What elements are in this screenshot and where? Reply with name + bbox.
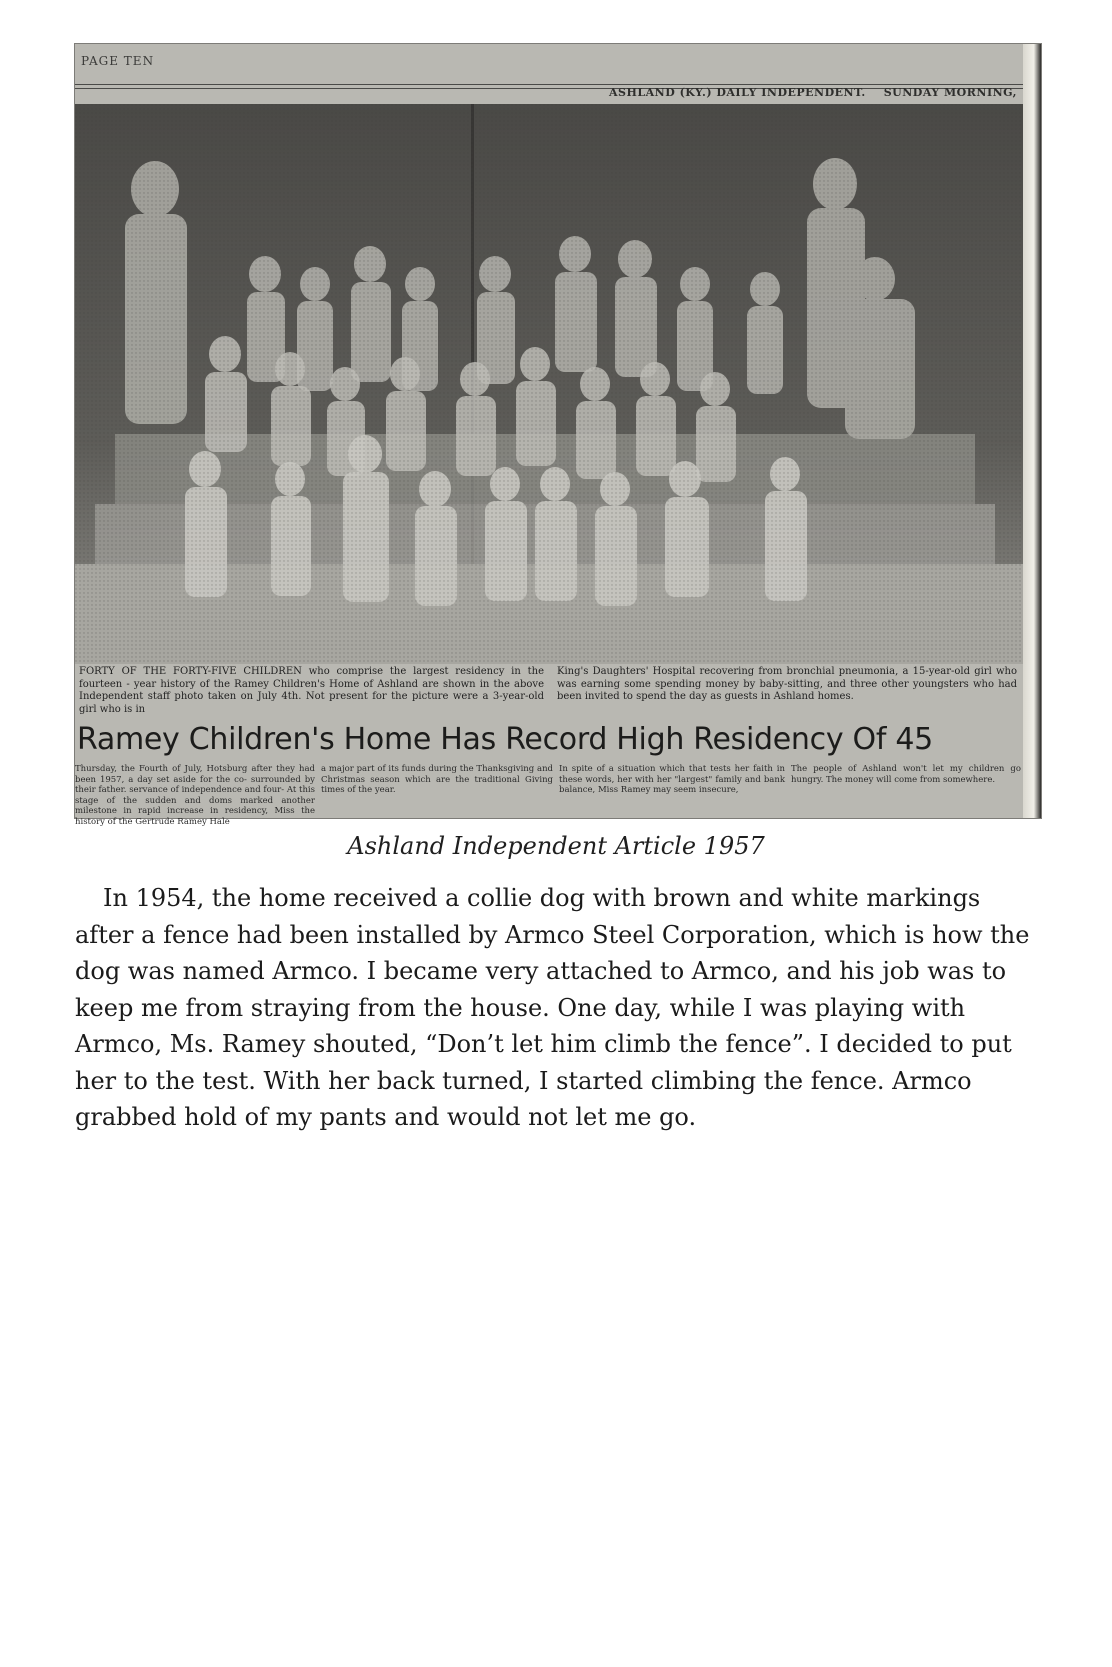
photo-caption [79,666,1019,722]
photo-caption-left: FORTY OF THE FORTY-FIVE CHILDREN who comprise the largest residency in the fourteen - year history of the Ramey Children's Home of Ashland are shown in the above Independent staff photo taken on July 4th. Not present for the picture were a 3-year-old girl who is in [79,666,544,715]
clipping-edge [1023,44,1041,818]
newspaper-clipping [75,44,1041,827]
newspaper-page-label: PAGE TEN [81,54,155,68]
article-column-4: The people of Ashland won't let my children go hungry. The money will come from somewhere. [791,764,1021,785]
article-body [75,762,1023,827]
body-paragraph: In 1954, the home received a collie dog with brown and white markings after a fence had been installed by Armco Steel Corporation, which is how the dog was named Armco. I became very attached to Armco, and his job was to keep me from straying from the house. One day, while I was playing with Armco, Ms. Ramey shouted, “Don’t let him climb the fence”. I decided to put her to the test. With her back turned, I started climbing the fence. Armco grabbed hold of my pants and would not let me go. [75,884,1030,1131]
article-column-1: Thursday, the Fourth of July, Hotsburg after they had been 1957, a day set aside for the co- surrounded by their father. servance of independence and four- At this stage of the sudden and doms marked another milestone in rapid increase in residency, Miss the history of the Gertrude Ramey Hale [75,764,315,827]
masthead-paper-name: ASHLAND (KY.) DAILY INDEPENDENT. [609,86,866,99]
figure-caption: Ashland Independent Article 1957 [347,832,765,860]
newspaper-masthead [609,86,1017,99]
article-column-2: a major part of its funds during the Thanksgiving and Christmas season which are the traditional Giving times of the year. [321,764,553,795]
newspaper-headline: Ramey Children's Home Has Record High Residency Of 45 [77,722,933,757]
masthead-day: SUNDAY MORNING, [883,86,1017,99]
group-photo [75,104,1023,664]
article-column-3: In spite of a situation which that tests her faith in these words, her with her "largest" family and bank balance, Miss Ramey may seem insecure, [559,764,785,795]
photo-caption-right: King's Daughters' Hospital recovering from bronchial pneumonia, a 15-year-old girl who was earning some spending money by baby-sitting, and three other youngsters who had been invited to spend the day as guests in Ashland homes. [557,666,1017,702]
